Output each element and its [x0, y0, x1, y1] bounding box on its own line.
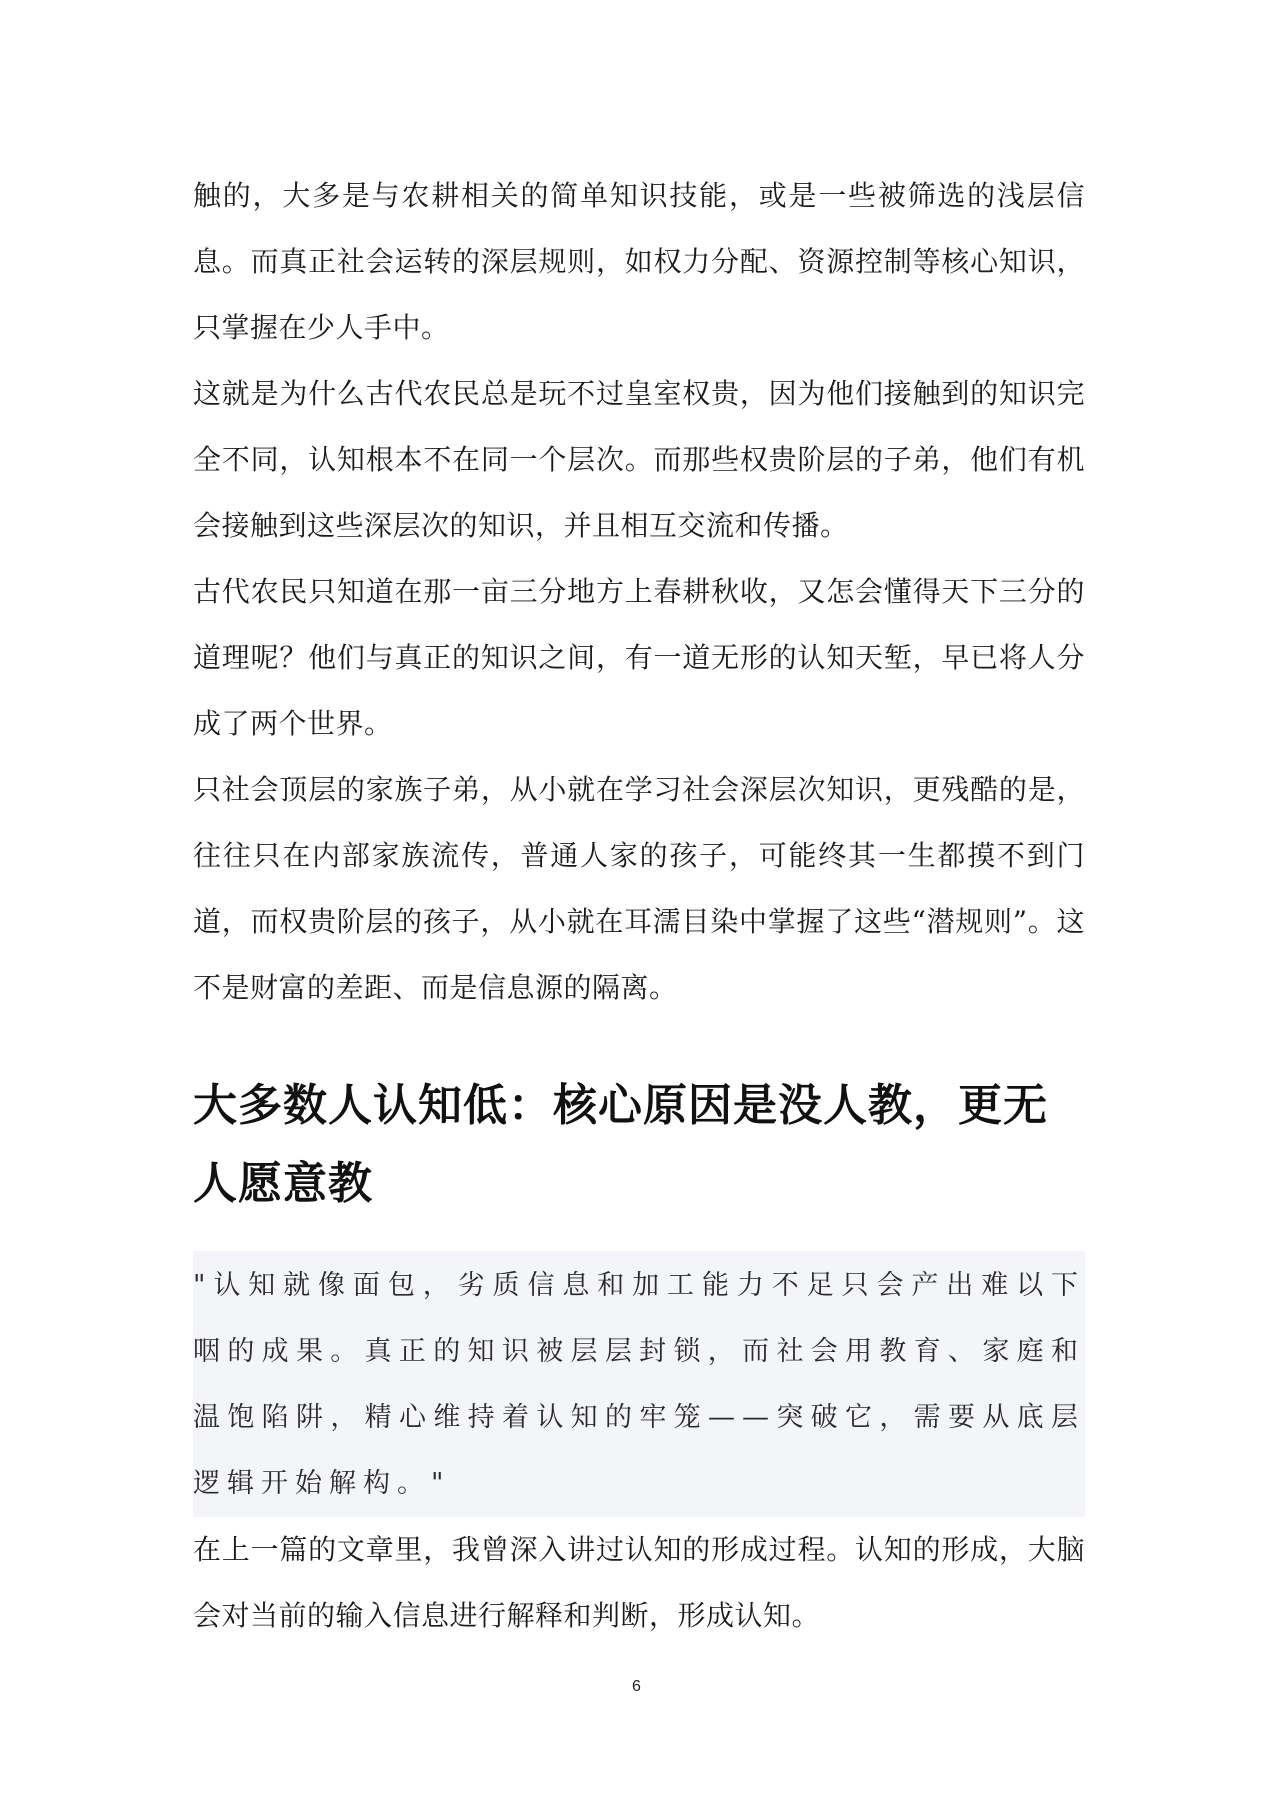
- body-paragraph-1: 触的，大多是与农耕相关的简单知识技能，或是一些被筛选的浅层信息。而真正社会运转的深层规则，如权力分配、资源控制等核心知识，只掌握在少人手中。: [193, 179, 1085, 344]
- body-paragraph-5: 在上一篇的文章里，我曾深入讲过认知的形成过程。认知的形成，大脑会对当前的输入信息进行解释和判断，形成认知。: [193, 1533, 1085, 1632]
- body-paragraph-2: 这就是为什么古代农民总是玩不过皇室权贵，因为他们接触到的知识完全不同，认知根本不在同一个层次。而那些权贵阶层的子弟，他们有机会接触到这些深层次的知识，并且相互交流和传播。: [193, 377, 1085, 542]
- page-number: 6: [632, 1678, 641, 1695]
- block-quote: "认知就像面包，劣质信息和加工能力不足只会产出难以下咽的成果。真正的知识被层层封锁，而社会用教育、家庭和温饱陷阱，精心维持着认知的牢笼——突破它，需要从底层逻辑开始解构。": [193, 1251, 1085, 1517]
- section-heading: 大多数人认知低：核心原因是没人教，更无人愿意教: [193, 1080, 1048, 1209]
- body-paragraph-3: 古代农民只知道在那一亩三分地方上春耕秋收，又怎会懂得天下三分的道理呢？他们与真正的知识之间，有一道无形的认知天堑，早已将人分成了两个世界。: [193, 575, 1085, 740]
- body-paragraph-4: 只社会顶层的家族子弟，从小就在学习社会深层次知识，更残酷的是，往往只在内部家族流传，普通人家的孩子，可能终其一生都摸不到门道，而权贵阶层的孩子，从小就在耳濡目染中掌握了这些“潜规则”。这不是财富的差距、而是信息源的隔离。: [193, 773, 1085, 1004]
- page-content: [193, 163, 1085, 1649]
